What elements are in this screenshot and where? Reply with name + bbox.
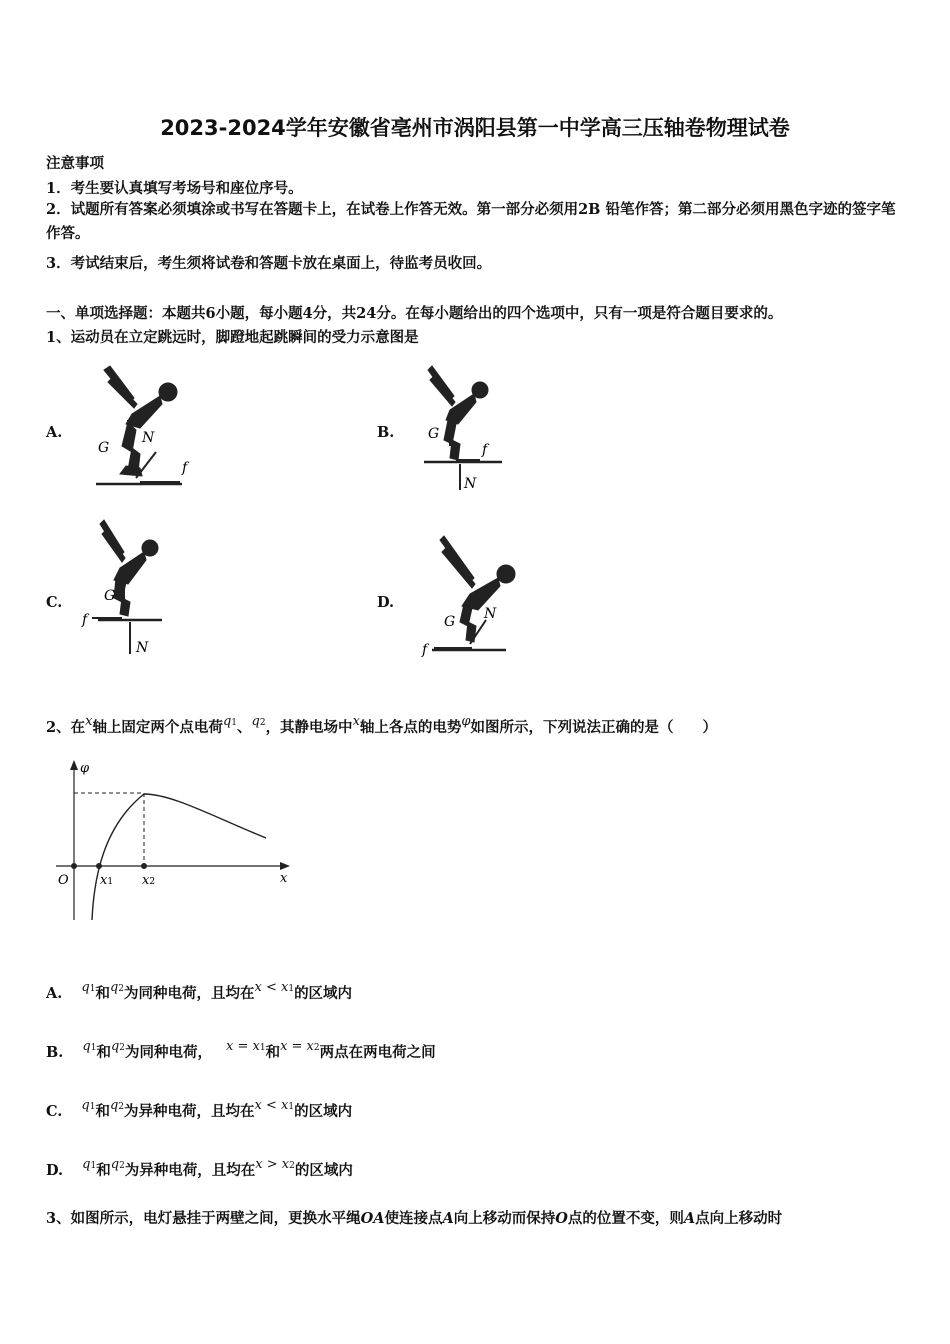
q1-option-a-label[interactable]: A. [46, 424, 63, 441]
origin-label: O [58, 873, 69, 888]
force-label-n: N [136, 640, 149, 656]
q2-option-d[interactable]: D. q1和q2为异种电荷，且均在x > x2的区域内 [46, 1157, 353, 1179]
x1-label: x1 [100, 873, 114, 888]
notice-heading: 注意事项 [46, 155, 104, 172]
potential-curve [92, 794, 266, 920]
notice-item-3: 3．考试结束后，考生须将试卷和答题卡放在桌面上，待监考员收回。 [46, 255, 492, 272]
x1-dot [96, 863, 102, 869]
force-label-n: N [142, 430, 155, 446]
q1-figure-c [78, 518, 178, 658]
q2-option-b[interactable]: B. q1和q2为同种电荷， x = x1和x = x2两点在两电荷之间 [46, 1039, 436, 1061]
x-axis-arrow [280, 862, 290, 870]
q1-figure-d [412, 530, 532, 660]
q2-potential-graph [52, 756, 302, 926]
force-label-g: G [98, 440, 110, 456]
q1-option-c-label[interactable]: C. [46, 594, 63, 611]
q2-option-c[interactable]: C. q1和q2为异种电荷，且均在x < x1的区域内 [46, 1098, 353, 1120]
notice-item-1: 1．考生要认真填写考场号和座位序号。 [46, 180, 303, 197]
athlete-silhouette [428, 366, 488, 460]
y-axis-label: φ [80, 761, 90, 776]
q1-figure-b [420, 362, 510, 492]
x-axis-label: x [280, 871, 288, 886]
force-label-f: f [482, 442, 488, 458]
force-label-n: N [484, 606, 497, 622]
athlete-silhouette [104, 366, 177, 476]
question-1-stem: 1、运动员在立定跳远时，脚蹬地起跳瞬间的受力示意图是 [46, 329, 419, 346]
origin-dot [71, 863, 77, 869]
q2-option-a[interactable]: A. q1和q2为同种电荷，且均在x < x1的区域内 [46, 980, 353, 1002]
q1-figure-a [90, 362, 200, 492]
q1-option-d-label[interactable]: D. [377, 594, 395, 611]
force-label-f: f [82, 612, 88, 628]
force-label-f: f [422, 642, 428, 658]
x2-label: x2 [142, 873, 156, 888]
force-label-g: G [444, 614, 456, 630]
section-heading: 一、单项选择题：本题共6小题，每小题4分，共24分。在每小题给出的四个选项中，只有一项是符合题目要求的。 [46, 305, 783, 322]
force-label-g: G [428, 426, 440, 442]
question-2-stem: 2、在x轴上固定两个点电荷q1、q2，其静电场中x轴上各点的电势φ如图所示，下列说法正确的是（ ） [46, 714, 718, 736]
x2-dot [141, 863, 147, 869]
notice-item-2: 2．试题所有答案必须填涂或书写在答题卡上，在试卷上作答无效。第一部分必须用2B 铅笔作答；第二部分必须用黑色字迹的签字笔作答。 [46, 201, 896, 242]
q1-option-b-label[interactable]: B. [377, 424, 395, 441]
y-axis-arrow [70, 760, 78, 770]
question-3-stem: 3、如图所示，电灯悬挂于两壁之间，更换水平绳OA使连接点A向上移动而保持O点的位置不变，则A点向上移动时 [46, 1210, 783, 1227]
force-label-n: N [464, 476, 477, 492]
page-title: 2023-2024学年安徽省亳州市涡阳县第一中学高三压轴卷物理试卷 [160, 116, 790, 140]
force-label-g: G [104, 588, 116, 604]
force-label-f: f [182, 460, 188, 476]
